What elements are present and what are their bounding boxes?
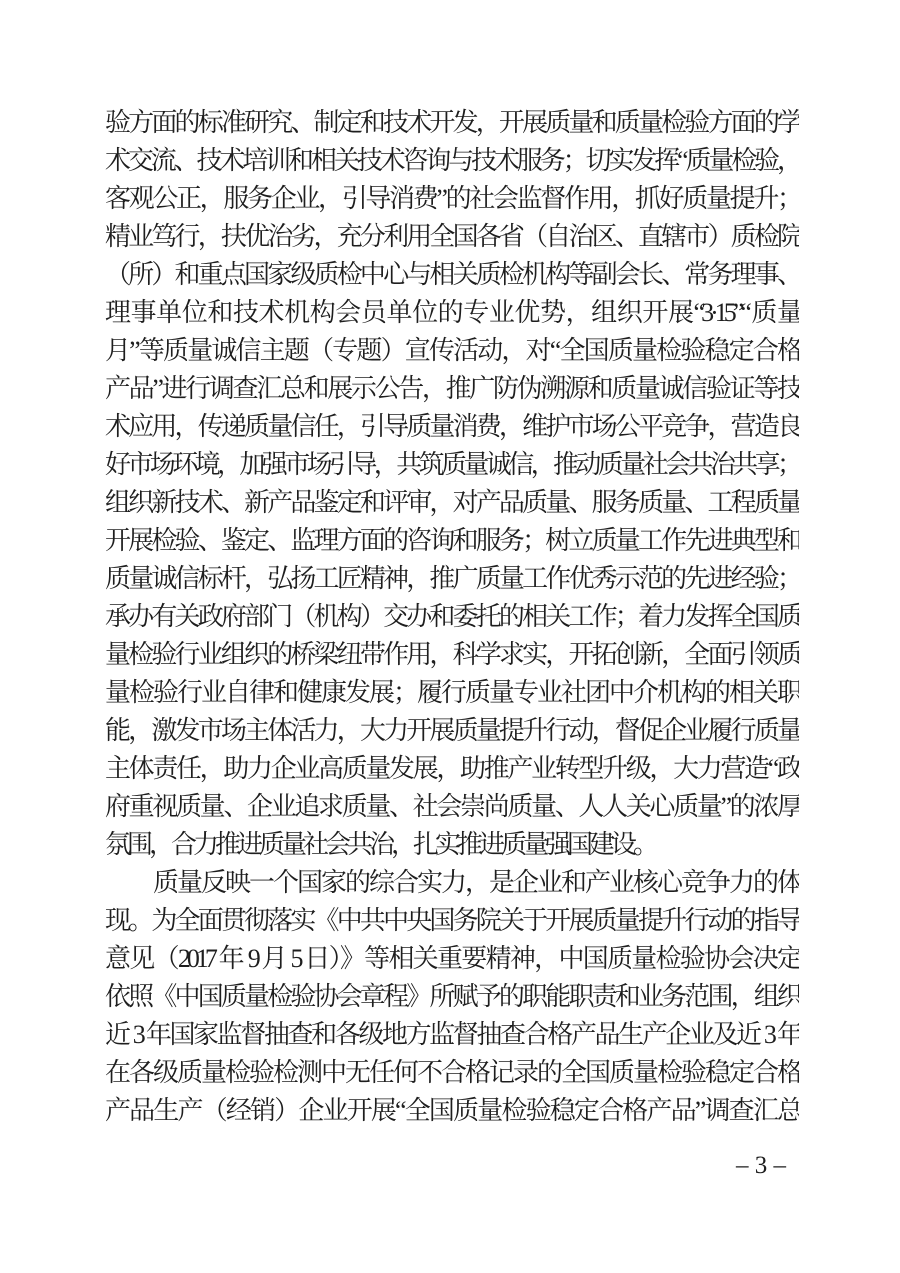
text-line: 验方面的标准研究、制定和技术开发，开展质量和质量检验方面的学 bbox=[105, 108, 799, 137]
text-line: 依照《中国质量检验协会章程》所赋予的职能职责和业务范围，组织 bbox=[105, 982, 799, 1011]
text-line: 开展检验、鉴定、监理方面的咨询和服务；树立质量工作先进典型和 bbox=[105, 526, 799, 555]
text-line: 府重视质量、企业追求质量、社会崇尚质量、人人关心质量”的浓厚 bbox=[105, 792, 799, 821]
text-line: 术交流、技术培训和相关技术咨询与技术服务；切实发挥“质量检验， bbox=[105, 146, 799, 175]
text-line: 意见（2017 年 9 月 5 日）》等相关重要精神，中国质量检验协会决定 bbox=[105, 944, 799, 973]
text-line: 好市场环境，加强市场引导，共筑质量诚信，推动质量社会共治共享； bbox=[105, 450, 799, 479]
text-line: 近 3 年国家监督抽查和各级地方监督抽查合格产品生产企业及近 3 年 bbox=[105, 1020, 799, 1049]
text-line: 量检验行业自律和健康发展；履行质量专业社团中介机构的相关职 bbox=[105, 678, 799, 707]
text-line: 产品”进行调查汇总和展示公告，推广防伪溯源和质量诚信验证等技 bbox=[105, 374, 799, 403]
text-line: 氛围，合力推进质量社会共治，扎实推进质量强国建设。 bbox=[105, 830, 656, 859]
text-line: 客观公正，服务企业，引导消费”的社会监督作用，抓好质量提升； bbox=[105, 184, 799, 213]
text-line: 产品生产（经销）企业开展“全国质量检验稳定合格产品”调查汇总 bbox=[105, 1096, 799, 1125]
page-number: – 3 – bbox=[736, 1152, 786, 1179]
text-line: 量检验行业组织的桥梁纽带作用，科学求实，开拓创新，全面引领质 bbox=[105, 640, 799, 669]
text-line: 精业笃行，扶优治劣，充分利用全国各省（自治区、直辖市）质检院 bbox=[105, 222, 799, 251]
text-line: 能，激发市场主体活力，大力开展质量提升行动，督促企业履行质量 bbox=[105, 716, 799, 745]
text-line: 质量反映一个国家的综合实力，是企业和产业核心竞争力的体 bbox=[105, 868, 799, 897]
document-body-text bbox=[105, 104, 799, 1130]
text-line: 月”等质量诚信主题（专题）宣传活动，对“全国质量检验稳定合格 bbox=[105, 336, 799, 365]
text-line: （所）和重点国家级质检中心与相关质检机构等副会长、常务理事、 bbox=[105, 260, 799, 289]
text-line: 质量诚信标杆，弘扬工匠精神，推广质量工作优秀示范的先进经验； bbox=[105, 564, 799, 593]
text-line: 术应用，传递质量信任，引导质量消费，维护市场公平竞争，营造良 bbox=[105, 412, 799, 441]
text-line: 在各级质量检验检测中无任何不合格记录的全国质量检验稳定合格 bbox=[105, 1058, 799, 1087]
text-line: 组织新技术、新产品鉴定和评审，对产品质量、服务质量、工程质量 bbox=[105, 488, 799, 517]
text-line: 承办有关政府部门（机构）交办和委托的相关工作；着力发挥全国质 bbox=[105, 602, 799, 631]
text-line: 主体责任，助力企业高质量发展，助推产业转型升级，大力营造“政 bbox=[105, 754, 799, 783]
text-line: 现。为全面贯彻落实《中共中央国务院关于开展质量提升行动的指导 bbox=[105, 906, 799, 935]
text-line: 理事单位和技术机构会员单位的专业优势，组织开展“3·15”“质量 bbox=[105, 298, 799, 327]
